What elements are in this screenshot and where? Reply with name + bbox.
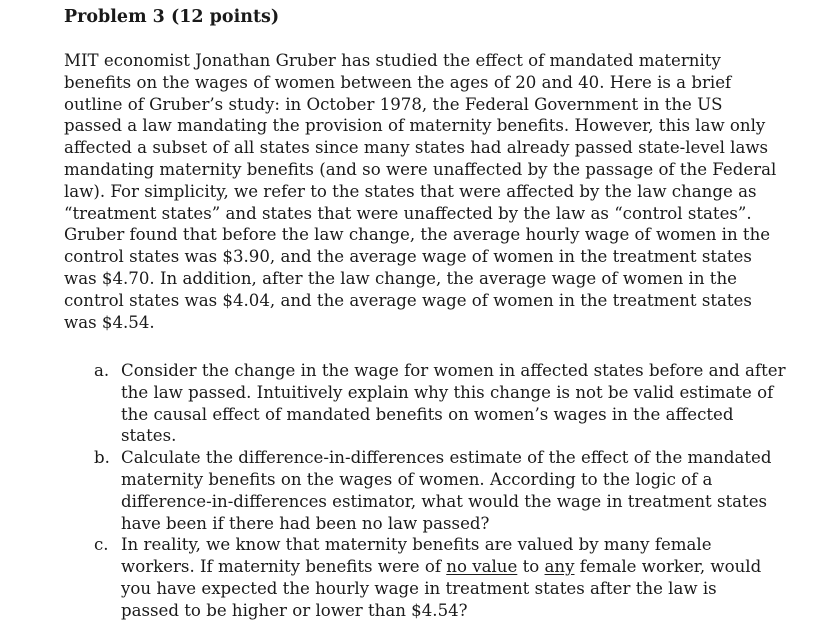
intro-paragraph — [64, 50, 804, 333]
question-b-marker: b. — [94, 448, 110, 468]
question-b-line: have been if there had been no law passed? — [121, 513, 490, 533]
question-b-line: Calculate the difference-in-differences estimate of the effect of the mandated — [121, 448, 772, 468]
question-c-text: workers. If maternity benefits were of — [121, 557, 447, 577]
question-list — [94, 360, 814, 622]
intro-line: control states was $4.04, and the average wage of women in the treatment states — [64, 290, 752, 310]
intro-line: MIT economist Jonathan Gruber has studied the effect of mandated maternity — [64, 51, 721, 70]
question-a — [94, 360, 814, 447]
question-a-line: the law passed. Intuitively explain why this change is not be valid estimate of — [121, 382, 774, 402]
intro-line: outline of Gruber’s study: in October 1978, the Federal Government in the US — [64, 94, 723, 114]
question-a-line: Consider the change in the wage for women in affected states before and after — [121, 361, 786, 380]
question-b — [94, 447, 814, 534]
question-c-text: female worker, would — [574, 557, 762, 577]
intro-line: benefits on the wages of women between the ages of 20 and 40. Here is a brief — [64, 72, 732, 92]
intro-line: was $4.54. — [64, 312, 155, 332]
question-a-line: states. — [121, 426, 177, 446]
question-c-line: passed to be higher or lower than $4.54? — [121, 600, 468, 620]
intro-line: passed a law mandating the provision of maternity benefits. However, this law only — [64, 116, 766, 136]
question-a-line: the causal effect of mandated benefits on women’s wages in the affected — [121, 404, 734, 424]
question-c — [94, 534, 814, 621]
question-b-line: maternity benefits on the wages of women. According to the logic of a — [121, 469, 713, 489]
intro-line: control states was $3.90, and the average wage of women in the treatment states — [64, 247, 752, 267]
question-b-line: difference-in-differences estimator, what would the wage in treatment states — [121, 491, 768, 511]
intro-line: was $4.70. In addition, after the law change, the average wage of women in the — [64, 268, 737, 288]
question-a-marker: a. — [94, 361, 110, 380]
underlined-any: any — [544, 557, 575, 577]
question-c-text: to — [517, 557, 545, 577]
question-c-line: you have expected the hourly wage in treatment states after the law is — [121, 578, 717, 598]
intro-line: Gruber found that before the law change, the average hourly wage of women in the — [64, 225, 771, 245]
intro-line: law). For simplicity, we refer to the states that were affected by the law change as — [64, 181, 757, 201]
intro-line: mandating maternity benefits (and so were unaffected by the passage of the Federal — [64, 159, 777, 179]
underlined-no-value: no value — [446, 557, 518, 577]
question-c-line — [121, 556, 814, 578]
problem-title: Problem 3 (12 points) — [64, 7, 280, 27]
question-c-line: In reality, we know that maternity benefits are valued by many female — [121, 535, 712, 555]
intro-line: “treatment states” and states that were unaffected by the law as “control states”. — [64, 203, 752, 223]
intro-line: affected a subset of all states since many states had already passed state-level laws — [64, 138, 769, 158]
question-c-marker: c. — [94, 535, 109, 555]
